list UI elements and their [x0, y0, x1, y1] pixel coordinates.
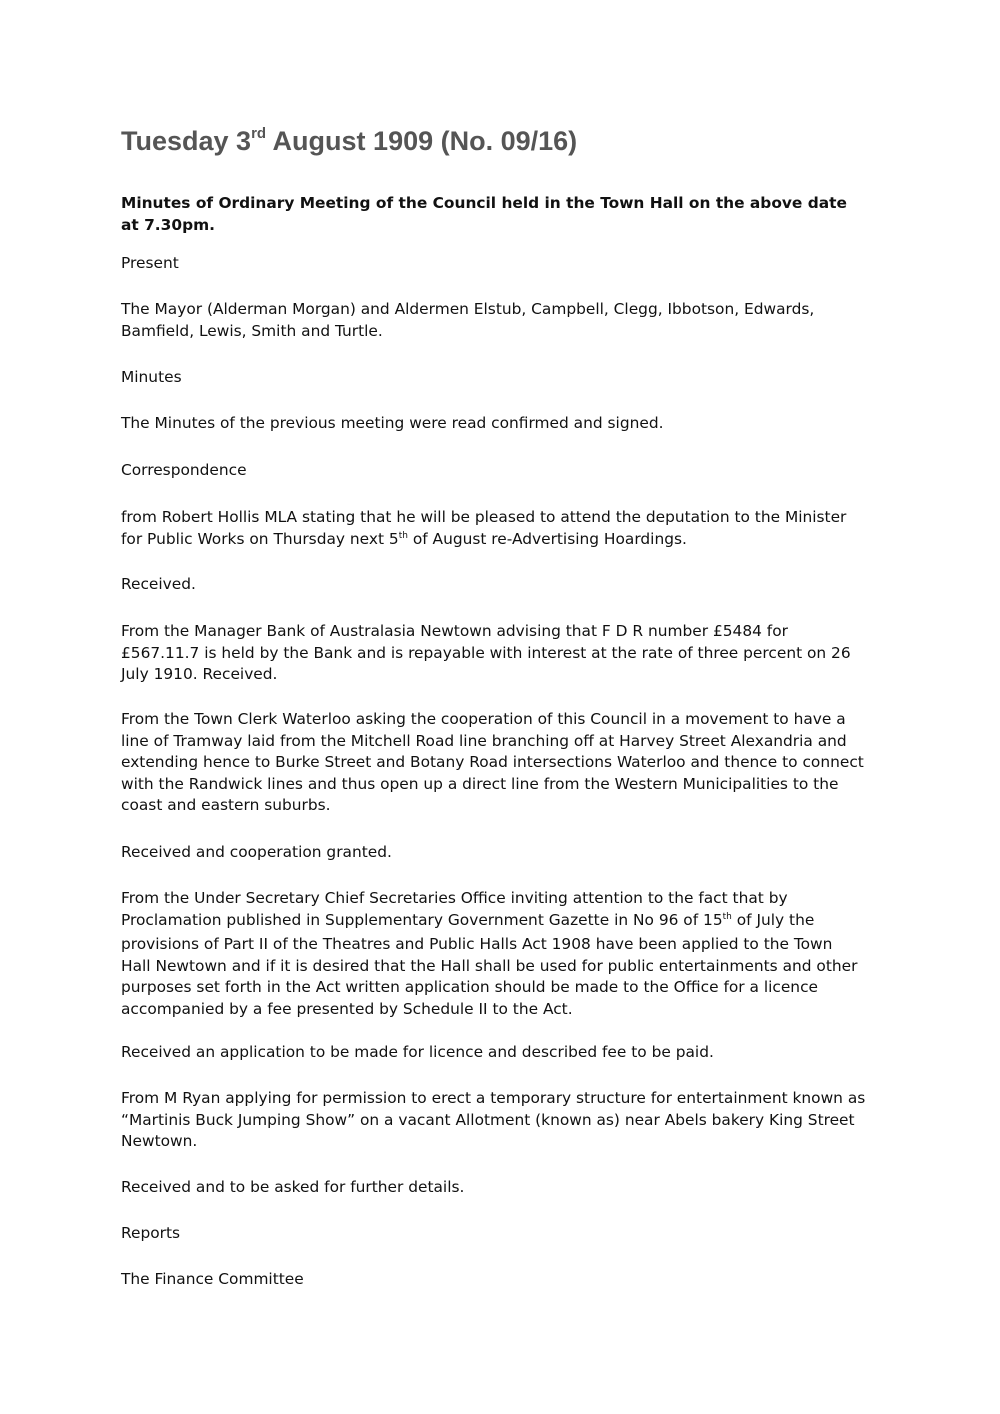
minutes-heading: Minutes — [121, 368, 182, 386]
hollis-line-2-prefix: for Public Works on Thursday next 5 — [121, 529, 399, 548]
waterloo-resolution: Received and cooperation granted. — [121, 843, 392, 861]
title-ordinal-suffix: rd — [251, 125, 267, 142]
secretary-line-1: From the Under Secretary Chief Secretaries Office inviting attention to the fact that by — [121, 889, 788, 907]
waterloo-line-5: coast and eastern suburbs. — [121, 796, 331, 815]
ryan-line-2: “Martinis Buck Jumping Show” on a vacant Allotment (known as) near Abels bakery King Street — [121, 1110, 855, 1129]
hollis-resolution: Received. — [121, 575, 196, 593]
waterloo-line-2: line of Tramway laid from the Mitchell Road line branching off at Harvey Street Alexandria and — [121, 731, 847, 750]
bank-line-3: July 1910. Received. — [121, 665, 278, 684]
attendees-line-1: The Mayor (Alderman Morgan) and Aldermen Elstub, Campbell, Clegg, Ibbotson, Edwards, — [121, 300, 815, 318]
secretary-line-2-suffix: of July the — [731, 910, 815, 929]
attendees-line-2: Bamfield, Lewis, Smith and Turtle. — [121, 321, 383, 340]
hollis-line-2-suffix: of August re-Advertising Hoardings. — [407, 529, 687, 548]
secretary-line-6: accompanied by a fee presented by Schedule II to the Act. — [121, 999, 573, 1018]
present-attendees — [121, 299, 814, 342]
correspondence-bank — [121, 621, 851, 686]
secretary-line-2 — [121, 910, 857, 935]
minutes-text: The Minutes of the previous meeting were read confirmed and signed. — [121, 414, 664, 432]
finance-committee: The Finance Committee — [121, 1270, 304, 1288]
page-title — [121, 123, 577, 164]
reports-heading: Reports — [121, 1224, 181, 1242]
correspondence-ryan — [121, 1088, 865, 1153]
hollis-line-1: from Robert Hollis MLA stating that he will be pleased to attend the deputation to the Minister — [121, 508, 847, 526]
secretary-ordinal-suffix: th — [722, 911, 732, 922]
waterloo-line-4: with the Randwick lines and thus open up a direct line from the Western Municipalities to the — [121, 774, 839, 793]
secretary-line-5: purposes set forth in the Act written application should be made to the Office for a licence — [121, 978, 818, 997]
subtitle-line-1: Minutes of Ordinary Meeting of the Council held in the Town Hall on the above date — [121, 194, 847, 212]
hollis-ordinal-suffix: th — [398, 530, 408, 541]
ryan-line-1: From M Ryan applying for permission to erect a temporary structure for entertainment known as — [121, 1089, 866, 1107]
meeting-subtitle — [121, 193, 847, 236]
secretary-resolution: Received an application to be made for licence and described fee to be paid. — [121, 1043, 714, 1061]
correspondence-secretary — [121, 888, 857, 1021]
ryan-line-3: Newtown. — [121, 1132, 198, 1151]
correspondence-waterloo — [121, 709, 864, 817]
secretary-line-3: provisions of Part II of the Theatres and Public Halls Act 1908 have been applied to the Town — [121, 935, 833, 954]
correspondence-hollis — [121, 507, 846, 553]
present-heading: Present — [121, 254, 179, 272]
subtitle-line-2: at 7.30pm. — [121, 215, 215, 234]
title-prefix: Tuesday 3 — [121, 126, 252, 156]
title-suffix: August 1909 (No. 09/16) — [266, 126, 578, 156]
bank-line-2: £567.11.7 is held by the Bank and is repayable with interest at the rate of three percent on 26 — [121, 643, 851, 662]
correspondence-heading: Correspondence — [121, 461, 247, 479]
waterloo-line-3: extending hence to Burke Street and Botany Road intersections Waterloo and thence to connect — [121, 753, 864, 772]
bank-line-1: From the Manager Bank of Australasia Newtown advising that F D R number £5484 for — [121, 622, 788, 640]
secretary-line-4: Hall Newtown and if it is desired that the Hall shall be used for public entertainments and other — [121, 956, 858, 975]
secretary-line-2-prefix: Proclamation published in Supplementary Government Gazette in No 96 of 15 — [121, 910, 723, 929]
waterloo-line-1: From the Town Clerk Waterloo asking the cooperation of this Council in a movement to have a — [121, 710, 846, 728]
ryan-resolution: Received and to be asked for further details. — [121, 1178, 465, 1196]
hollis-line-2 — [121, 529, 846, 554]
